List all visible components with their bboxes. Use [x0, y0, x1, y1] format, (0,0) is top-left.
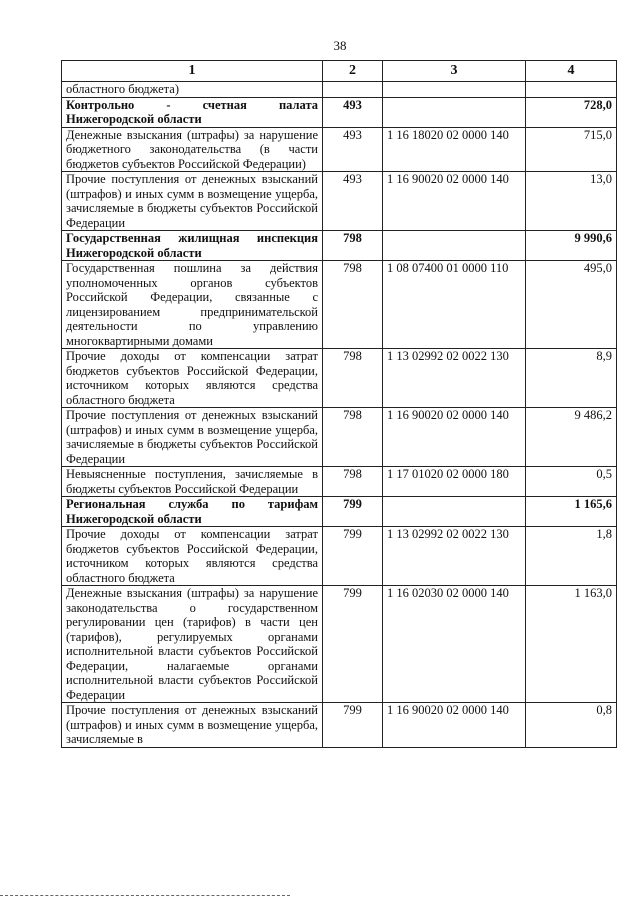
row-budget-classification-code [383, 97, 526, 127]
column-header-1: 1 [62, 61, 323, 82]
row-description: Невыясненные поступления, зачисляемые в бюджеты субъектов Российской Федерации [62, 467, 323, 497]
row-amount: 715,0 [526, 127, 617, 172]
row-description: Региональная служба по тарифам Нижегородской области [62, 497, 323, 527]
row-admin-code: 493 [323, 127, 383, 172]
row-admin-code: 799 [323, 527, 383, 586]
row-admin-code: 493 [323, 172, 383, 231]
row-budget-classification-code: 1 16 90020 02 0000 140 [383, 703, 526, 748]
row-amount: 495,0 [526, 261, 617, 349]
row-budget-classification-code [383, 497, 526, 527]
table-row [62, 97, 617, 127]
row-budget-classification-code: 1 13 02992 02 0022 130 [383, 349, 526, 408]
row-admin-code: 493 [323, 97, 383, 127]
table-row [62, 231, 617, 261]
table-row [62, 408, 617, 467]
row-description: Прочие доходы от компенсации затрат бюджетов субъектов Российской Федерации, источником которых являются средства областного бюджета [62, 527, 323, 586]
row-admin-code: 799 [323, 586, 383, 703]
row-budget-classification-code [383, 82, 526, 98]
row-amount: 0,8 [526, 703, 617, 748]
column-header-3: 3 [383, 61, 526, 82]
row-amount: 8,9 [526, 349, 617, 408]
row-admin-code: 798 [323, 408, 383, 467]
row-budget-classification-code: 1 16 02030 02 0000 140 [383, 586, 526, 703]
table-row [62, 349, 617, 408]
row-admin-code: 798 [323, 261, 383, 349]
row-description: Прочие поступления от денежных взысканий (штрафов) и иных сумм в возмещение ущерба, зачисляемые в [62, 703, 323, 748]
table-row [62, 82, 617, 98]
row-description: Прочие поступления от денежных взысканий (штрафов) и иных сумм в возмещение ущерба, зачисляемые в бюджеты субъектов Российской Федерации [62, 408, 323, 467]
row-amount: 728,0 [526, 97, 617, 127]
row-budget-classification-code: 1 16 18020 02 0000 140 [383, 127, 526, 172]
table-row [62, 127, 617, 172]
row-budget-classification-code: 1 08 07400 01 0000 110 [383, 261, 526, 349]
row-admin-code: 798 [323, 349, 383, 408]
row-admin-code [323, 82, 383, 98]
row-amount: 1 163,0 [526, 586, 617, 703]
row-description: Государственная пошлина за действия уполномоченных органов субъектов Российской Федерации, связанные с лицензированием предпринимательской деятельности по управлению многоквартирными домами [62, 261, 323, 349]
row-description: областного бюджета) [62, 82, 323, 98]
row-amount [526, 82, 617, 98]
row-amount: 1 165,6 [526, 497, 617, 527]
row-admin-code: 799 [323, 497, 383, 527]
table-header-row [62, 61, 617, 82]
row-description: Прочие доходы от компенсации затрат бюджетов субъектов Российской Федерации, источником которых являются средства областного бюджета [62, 349, 323, 408]
row-description: Контрольно - счетная палата Нижегородской области [62, 97, 323, 127]
row-budget-classification-code: 1 16 90020 02 0000 140 [383, 408, 526, 467]
table-row [62, 527, 617, 586]
table-row [62, 261, 617, 349]
row-amount: 13,0 [526, 172, 617, 231]
row-budget-classification-code [383, 231, 526, 261]
row-admin-code: 799 [323, 703, 383, 748]
budget-revenue-table [61, 60, 617, 748]
row-description: Государственная жилищная инспекция Нижегородской области [62, 231, 323, 261]
row-budget-classification-code: 1 17 01020 02 0000 180 [383, 467, 526, 497]
table-row [62, 497, 617, 527]
row-amount: 9 990,6 [526, 231, 617, 261]
row-amount: 0,5 [526, 467, 617, 497]
row-description: Прочие поступления от денежных взысканий (штрафов) и иных сумм в возмещение ущерба, зачисляемые в бюджеты субъектов Российской Федерации [62, 172, 323, 231]
row-admin-code: 798 [323, 467, 383, 497]
table-row [62, 586, 617, 703]
row-budget-classification-code: 1 13 02992 02 0022 130 [383, 527, 526, 586]
page-number: 38 [333, 38, 347, 53]
row-amount: 9 486,2 [526, 408, 617, 467]
row-budget-classification-code: 1 16 90020 02 0000 140 [383, 172, 526, 231]
row-admin-code: 798 [323, 231, 383, 261]
row-description: Денежные взыскания (штрафы) за нарушение бюджетного законодательства (в части бюджетов субъектов Российской Федерации) [62, 127, 323, 172]
table-row [62, 703, 617, 748]
table-row [62, 172, 617, 231]
column-header-4: 4 [526, 61, 617, 82]
table-row [62, 467, 617, 497]
footer-scan-line [0, 895, 290, 896]
row-amount: 1,8 [526, 527, 617, 586]
column-header-2: 2 [323, 61, 383, 82]
table-body [62, 82, 617, 748]
row-description: Денежные взыскания (штрафы) за нарушение законодательства о государственном регулировании цен (тарифов) в части цен (тарифов), регулируемых органами исполнительной власти субъектов Российской Федерации, налагаемые органами исполнительной власти субъектов Российской Федерации [62, 586, 323, 703]
